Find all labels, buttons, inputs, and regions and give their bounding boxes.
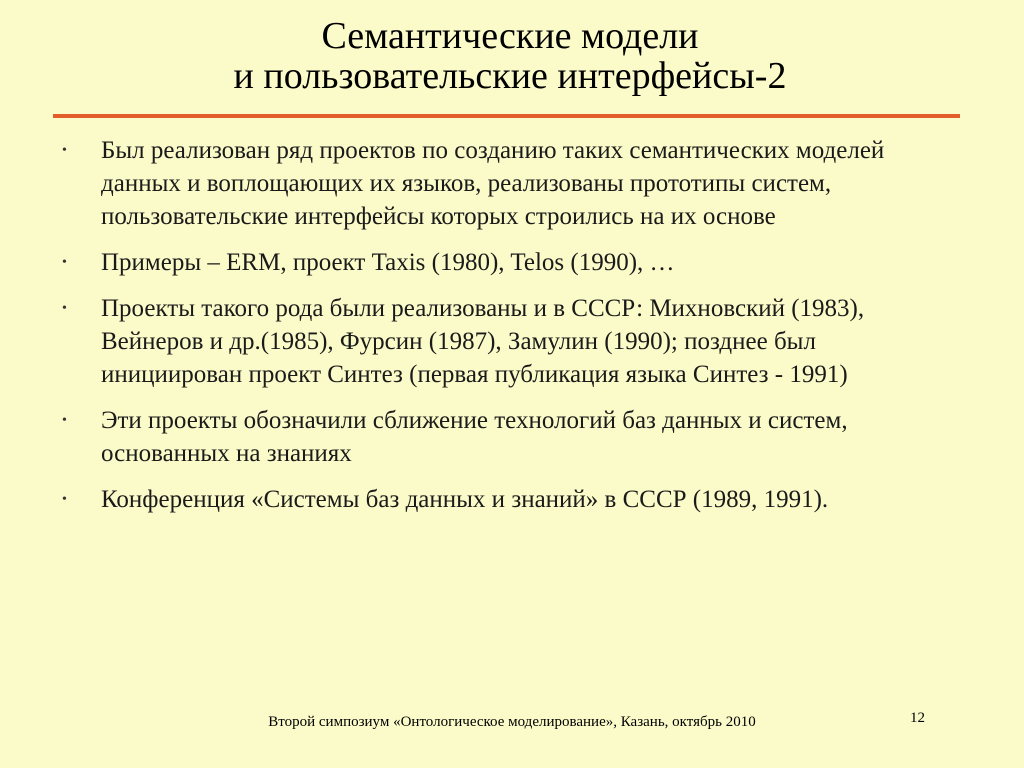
bullet-dot-icon: • xyxy=(62,301,67,316)
title-line-2: и пользовательские интерфейсы-2 xyxy=(233,55,787,97)
bullet-item xyxy=(62,134,942,233)
bullet-text: Примеры – ERM, проект Taxis (1980), Telos (1990), … xyxy=(101,249,675,276)
bullet-text: Конференция «Системы баз данных и знаний» в СССР (1989, 1991). xyxy=(101,486,829,513)
bullet-dot-icon: • xyxy=(62,492,67,507)
bullet-text: Проекты такого рода были реализованы и в СССР: Михновский (1983), Вейнеров и др.(1985), Фурсин (1987), Замулин (1990); позднее был инициирован проект Синтез (первая публикация языка Синтез - 1991) xyxy=(101,295,865,388)
bullet-item xyxy=(62,246,942,279)
bullet-item xyxy=(62,404,942,470)
bullet-dot-icon: • xyxy=(62,255,67,270)
bullet-item xyxy=(62,292,942,391)
bullet-dot-icon: • xyxy=(62,413,67,428)
title-line-1: Семантические модели xyxy=(321,15,699,57)
page-number: 12 xyxy=(910,710,925,726)
title-divider xyxy=(53,114,960,118)
bullet-dot-icon: • xyxy=(62,143,67,158)
bullet-item xyxy=(62,483,942,516)
slide-title xyxy=(60,16,960,96)
bullet-list xyxy=(62,134,942,529)
bullet-text: Эти проекты обозначили сближение технологий баз данных и систем, основанных на знаниях xyxy=(101,407,848,467)
slide-footer: Второй симпозиум «Онтологическое моделирование», Казань, октябрь 2010 xyxy=(268,714,756,730)
bullet-text: Был реализован ряд проектов по созданию таких семантических моделей данных и воплощающих их языков, реализованы прототипы систем, пользовательские интерфейсы которых строились на их основе xyxy=(101,137,885,230)
